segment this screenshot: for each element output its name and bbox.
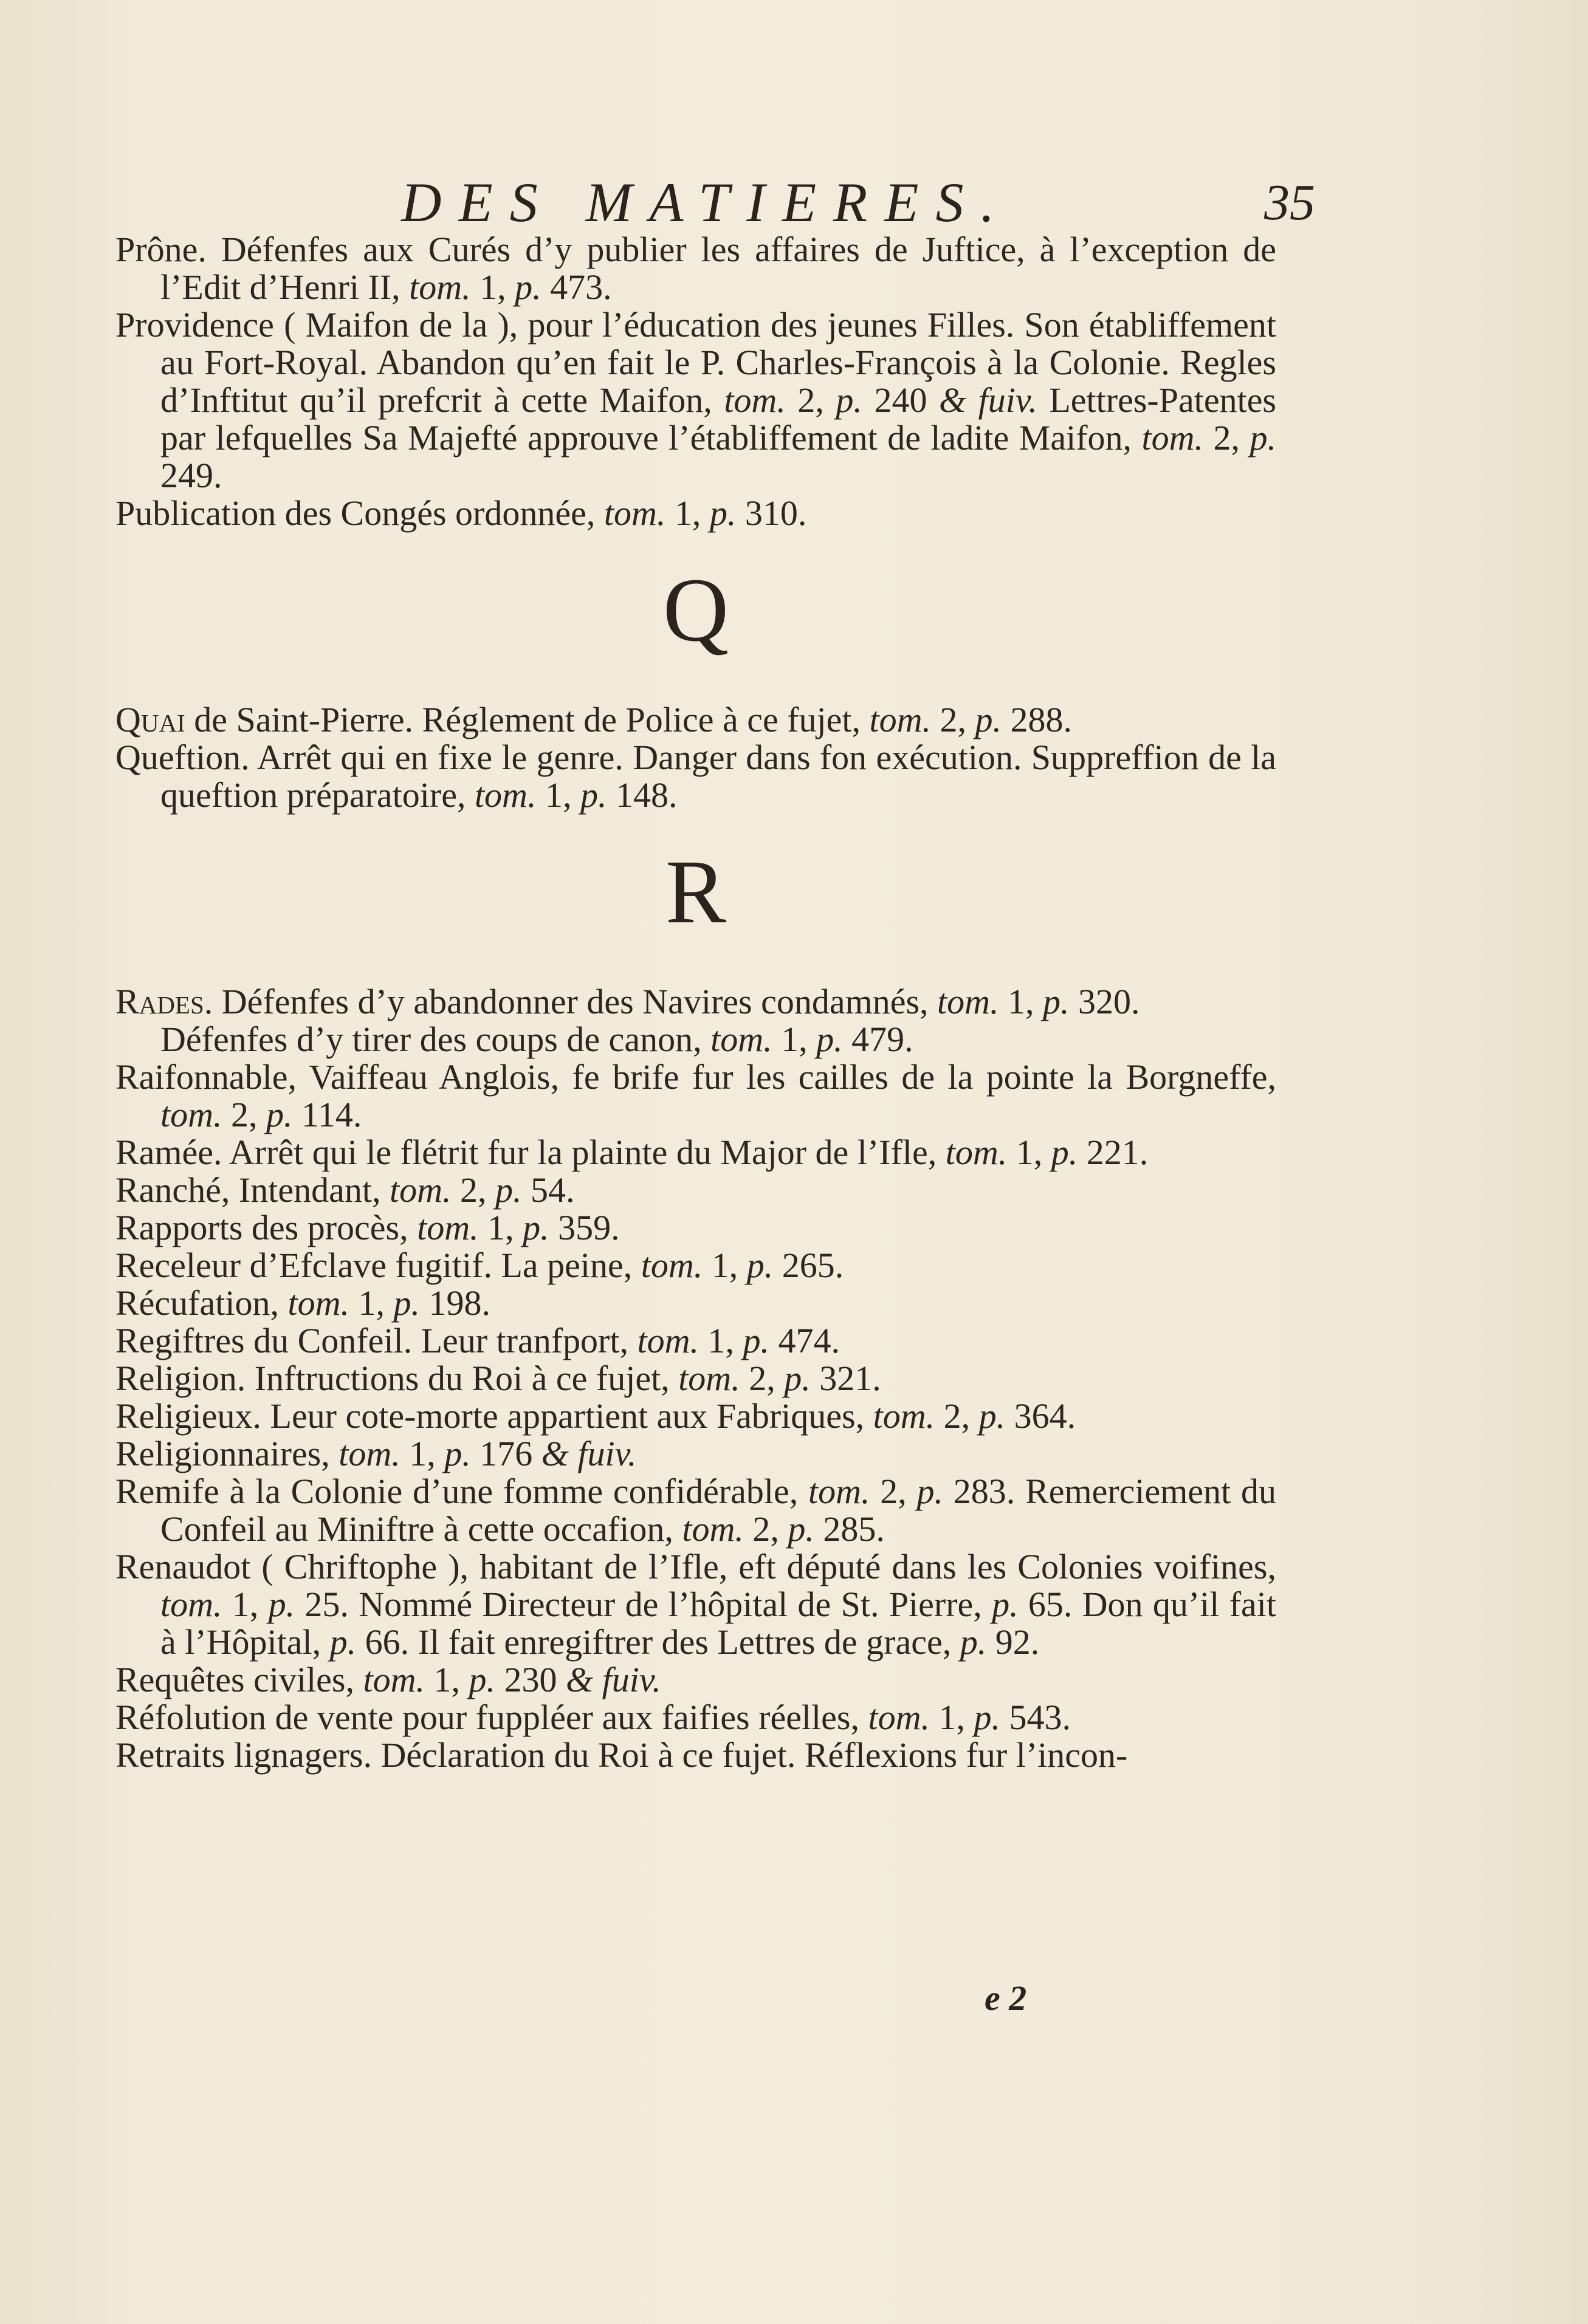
entry-text: Providence ( Maifon de la ), pour l’éducation des jeunes Filles. Son établiffement au Fort-Royal. Abandon qu’en fait le P. Charles-François à la Colonie. Regles d’Inftitut qu’il prefcrit à cette Maifon,: [115, 305, 1276, 420]
reference-abbrev: p.: [515, 267, 541, 307]
reference-abbrev: p.: [393, 1283, 420, 1323]
index-entry: [115, 1058, 1276, 1134]
entry-text: Publication des Congés ordonnée,: [115, 493, 604, 533]
entry-text: Défenfes d’y tirer des coups de canon,: [160, 1020, 711, 1059]
reference-abbrev: tom.: [945, 1133, 1008, 1172]
reference-abbrev: p.: [960, 1622, 987, 1662]
reference-abbrev: tom.: [160, 1585, 222, 1624]
index-entry: [115, 701, 1276, 739]
reference-abbrev: p.: [523, 1208, 549, 1247]
entry-text: 92.: [986, 1622, 1040, 1662]
section-r-entries: [115, 983, 1276, 1774]
reference-abbrev: p.: [836, 380, 862, 420]
entry-text: 1,: [349, 1283, 394, 1323]
reference-abbrev: p.: [743, 1321, 769, 1360]
entry-text: 479.: [842, 1020, 913, 1059]
reference-abbrev: tom.: [409, 267, 471, 307]
section-q-entries: [115, 701, 1276, 814]
index-entry: [115, 1209, 1276, 1247]
reference-abbrev: tom.: [363, 1660, 425, 1699]
reference-abbrev: p.: [444, 1434, 471, 1473]
entry-text: 474.: [769, 1321, 840, 1360]
entry-text: 114.: [292, 1095, 362, 1134]
reference-abbrev: p.: [975, 700, 1002, 739]
reference-abbrev: tom.: [603, 493, 666, 533]
entry-text: 65. Don qu’il fait à l’Hôpital,: [160, 1585, 1276, 1662]
entry-text: . Défenfes d’y abandonner des Navires condamnés,: [204, 982, 938, 1021]
entry-text: 249.: [160, 456, 222, 495]
entry-text: 285.: [814, 1509, 885, 1549]
entry-text: Raifonnable, Vaiffeau Anglois, fe brife fur les cailles de la pointe la Borgneffe,: [115, 1057, 1276, 1097]
reference-abbrev: p.: [266, 1095, 293, 1134]
reference-abbrev: p.: [784, 1359, 811, 1398]
index-entry: [115, 1699, 1276, 1736]
index-entry: [115, 495, 1276, 532]
entry-text: Récufation,: [115, 1283, 288, 1323]
entry-text: 1,: [1007, 1133, 1051, 1172]
reference-abbrev: tom.: [937, 982, 999, 1021]
reference-abbrev: tom.: [869, 700, 932, 739]
entry-text: 198.: [419, 1283, 490, 1323]
entry-text: Ranché, Intendant,: [115, 1170, 390, 1210]
reference-abbrev: tom.: [724, 380, 786, 420]
reference-abbrev: p.: [1043, 982, 1070, 1021]
entry-text: Requêtes civiles,: [115, 1660, 363, 1699]
entry-text: 1,: [425, 1660, 469, 1699]
entry-text: Remife à la Colonie d’une fomme confidérable,: [115, 1472, 808, 1511]
entry-text: 2,: [785, 380, 836, 420]
reference-abbrev: & fuiv.: [566, 1660, 661, 1699]
reference-abbrev: tom.: [1141, 418, 1204, 458]
entry-text: 1,: [478, 1208, 523, 1247]
reference-abbrev: tom.: [678, 1359, 740, 1398]
entry-text: 2,: [931, 700, 975, 739]
reference-abbrev: tom.: [637, 1321, 699, 1360]
entry-text: 310.: [736, 493, 807, 533]
entry-text: 25. Nommé Directeur de l’hôpital de St. Pierre,: [295, 1585, 992, 1624]
entry-text: 321.: [810, 1359, 881, 1398]
entry-text: 359.: [549, 1208, 620, 1247]
entry-text: 1,: [222, 1585, 269, 1624]
entry-text: 240: [862, 380, 939, 420]
entry-text: 230: [495, 1660, 566, 1699]
index-entry: [115, 1360, 1276, 1397]
entry-text: 2,: [222, 1095, 266, 1134]
reference-abbrev: tom.: [339, 1434, 400, 1473]
index-entry: [115, 1247, 1276, 1284]
reference-abbrev: p.: [709, 493, 737, 533]
reference-abbrev: p.: [495, 1170, 522, 1210]
entry-text: 2,: [451, 1170, 495, 1210]
reference-abbrev: p.: [329, 1622, 357, 1662]
catchword: e 2: [985, 1978, 1027, 2018]
entry-text: Regiftres du Confeil. Leur tranfport,: [115, 1321, 638, 1360]
entry-text: Renaudot ( Chriftophe ), habitant de l’Ifle, eft député dans les Colonies voifines,: [115, 1547, 1276, 1586]
entry-text: 2,: [740, 1359, 785, 1398]
section-letter-r: R: [665, 842, 727, 942]
reference-abbrev: tom.: [808, 1472, 870, 1511]
reference-abbrev: tom.: [868, 1698, 930, 1737]
entry-text: 1,: [703, 1246, 747, 1285]
reference-abbrev: tom.: [160, 1095, 222, 1134]
index-entry: [115, 1397, 1276, 1435]
reference-abbrev: p.: [916, 1472, 944, 1511]
reference-abbrev: tom.: [389, 1170, 452, 1210]
index-entry: [115, 1661, 1276, 1699]
entry-text: 1,: [772, 1020, 817, 1059]
entry-text: 364.: [1005, 1396, 1076, 1436]
index-entry: [115, 1736, 1276, 1774]
entry-text: 176: [470, 1434, 541, 1473]
entry-text: Religionnaires,: [115, 1434, 339, 1473]
reference-abbrev: tom.: [710, 1020, 772, 1059]
section-p-entries: [115, 231, 1276, 532]
reference-abbrev: tom.: [474, 775, 537, 815]
index-entry: [115, 1021, 1276, 1058]
entry-text: 473.: [541, 267, 612, 307]
entry-text: 2,: [1203, 418, 1250, 458]
entry-text: 1,: [698, 1321, 743, 1360]
reference-abbrev: p.: [992, 1585, 1019, 1624]
reference-abbrev: p.: [469, 1660, 496, 1699]
entry-text: 2,: [743, 1509, 788, 1549]
index-entry: [115, 1322, 1276, 1360]
reference-abbrev: tom.: [873, 1396, 935, 1436]
reference-abbrev: p.: [268, 1585, 295, 1624]
reference-abbrev: & fuiv.: [939, 380, 1037, 420]
entry-text: 543.: [1000, 1698, 1071, 1737]
index-entry: [115, 1473, 1276, 1548]
entry-text: 320.: [1069, 982, 1140, 1021]
entry-headword: Quai: [115, 700, 185, 739]
index-body: [115, 231, 1276, 1774]
entry-text: Prône. Défenfes aux Curés d’y publier les affaires de Juftice, à l’exception de l’Edit d’Henri II,: [115, 230, 1276, 307]
index-entry: [115, 1134, 1276, 1171]
reference-abbrev: tom.: [641, 1246, 703, 1285]
reference-abbrev: p.: [1249, 418, 1277, 458]
entry-text: de Saint-Pierre. Réglement de Police à ce fujet,: [185, 700, 870, 739]
entry-text: Religieux. Leur cote-morte appartient aux Fabriques,: [115, 1396, 873, 1436]
index-entry: [115, 983, 1276, 1021]
index-entry: [115, 306, 1276, 495]
entry-text: Ramée. Arrêt qui le flétrit fur la plainte du Major de l’Ifle,: [115, 1133, 946, 1172]
entry-text: 283. Remerciement du Confeil au Miniftre à cette occafion,: [160, 1472, 1276, 1549]
index-entry: [115, 1548, 1276, 1661]
reference-abbrev: tom.: [417, 1208, 479, 1247]
entry-text: Rapports des procès,: [115, 1208, 418, 1247]
section-letter-q: Q: [662, 560, 729, 660]
entry-text: 221.: [1078, 1133, 1149, 1172]
index-entry: [115, 739, 1276, 814]
reference-abbrev: p.: [788, 1509, 814, 1549]
entry-text: 1,: [999, 982, 1043, 1021]
entry-text: 1,: [536, 775, 580, 815]
entry-text: 1,: [400, 1434, 445, 1473]
entry-text: Lettres-Patentes par lefquelles Sa Majefté approuve l’établiffement de ladite Maifon,: [160, 380, 1277, 458]
entry-text: 54.: [521, 1170, 575, 1210]
entry-text: 288.: [1002, 700, 1073, 739]
reference-abbrev: & fuiv.: [541, 1434, 637, 1473]
reference-abbrev: p.: [1051, 1133, 1078, 1172]
index-entry: [115, 1171, 1276, 1209]
entry-text: 265.: [773, 1246, 844, 1285]
page-number: 35: [1264, 174, 1315, 231]
reference-abbrev: p.: [816, 1020, 843, 1059]
entry-text: 2,: [870, 1472, 917, 1511]
reference-abbrev: tom.: [287, 1283, 349, 1323]
running-head: [115, 170, 1315, 237]
reference-abbrev: p.: [974, 1698, 1000, 1737]
running-title: DES MATIERES.: [401, 171, 1012, 233]
reference-abbrev: p.: [580, 775, 607, 815]
entry-text: 66. Il fait enregiftrer des Lettres de grace,: [356, 1622, 960, 1662]
reference-abbrev: p.: [746, 1246, 774, 1285]
entry-text: 1,: [929, 1698, 974, 1737]
entry-text: Retraits lignagers. Déclaration du Roi à ce fujet. Réflexions fur l’incon-: [115, 1735, 1128, 1775]
entry-text: Réfolution de vente pour fuppléer aux faifies réelles,: [115, 1698, 868, 1737]
entry-headword: Rades: [115, 982, 204, 1021]
index-entry: [115, 231, 1276, 306]
entry-text: 1,: [470, 267, 515, 307]
entry-text: 148.: [607, 775, 678, 815]
entry-text: Religion. Inftructions du Roi à ce fujet,: [115, 1359, 679, 1398]
index-entry: [115, 1435, 1276, 1473]
entry-text: Queftion. Arrêt qui en fixe le genre. Danger dans fon exécution. Suppreffion de la queftion préparatoire,: [115, 738, 1276, 815]
entry-text: 2,: [935, 1396, 979, 1436]
index-entry: [115, 1284, 1276, 1322]
reference-abbrev: p.: [978, 1396, 1006, 1436]
reference-abbrev: tom.: [682, 1509, 744, 1549]
entry-text: Receleur d’Efclave fugitif. La peine,: [115, 1246, 641, 1285]
entry-text: 1,: [665, 493, 710, 533]
